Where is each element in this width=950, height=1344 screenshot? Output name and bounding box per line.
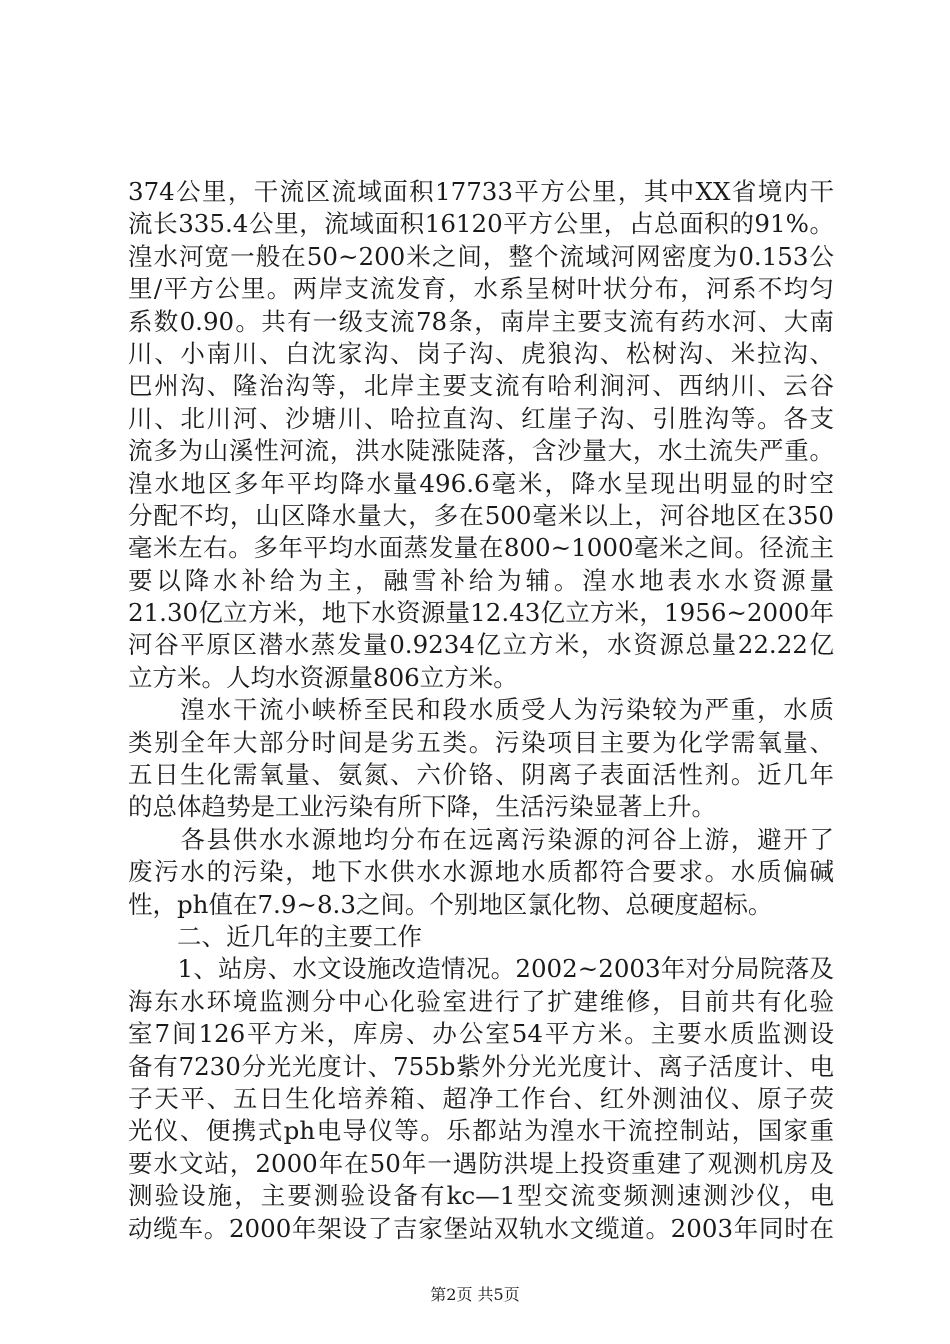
text-line: 要以降水补给为主，融雪补给为辅。湟水地表水水资源量 [128, 565, 834, 595]
text-line: 类别全年大部分时间是劣五类。污染项目主要为化学需氧量、 [128, 727, 834, 757]
text-line: 子天平、五日生化培养箱、超净工作台、红外测油仪、原子荧 [128, 1083, 834, 1113]
text-line: 分配不均，山区降水量大，多在500毫米以上，河谷地区在350 [128, 500, 834, 530]
text-line: 立方米。人均水资源量806立方米。 [128, 662, 518, 692]
text-line: 374公里，干流区流域面积17733平方公里，其中XX省境内干 [128, 177, 834, 206]
text-line: 废污水的污染，地下水供水水源地水质都符合要求。水质偏碱 [128, 857, 834, 887]
text-line: 1、站房、水文设施改造情况。2002~2003年对分局院落及 [128, 954, 834, 984]
text-line: 湟水河宽一般在50~200米之间，整个流域河网密度为0.153公 [128, 241, 834, 271]
text-line: 流多为山溪性河流，洪水陡涨陡落，含沙量大，水土流失严重。 [128, 436, 834, 466]
text-line: 的总体趋势是工业污染有所下降，生活污染显著上升。 [128, 792, 716, 822]
page-number-footer: 第2页 共5页 [430, 1285, 520, 1304]
text-line: 要水文站，2000年在50年一遇防洪堤上投资重建了观测机房及 [128, 1148, 834, 1178]
text-line: 21.30亿立方米，地下水资源量12.43亿立方米，1956~2000年 [128, 598, 834, 628]
document-body [128, 176, 834, 1245]
text-line: 巴州沟、隆治沟等，北岸主要支流有哈利涧河、西纳川、云谷 [128, 371, 834, 401]
text-line: 系数0.90。共有一级支流78条，南岸主要支流有药水河、大南 [128, 306, 834, 336]
text-line: 性，ph值在7.9~8.3之间。个别地区氯化物、总硬度超标。 [128, 889, 773, 919]
text-line: 五日生化需氧量、氨氮、六价铬、阴离子表面活性剂。近几年 [128, 760, 834, 790]
text-line: 备有7230分光光度计、755b紫外分光光度计、离子活度计、电 [128, 1051, 834, 1081]
text-line: 湟水地区多年平均降水量496.6毫米，降水呈现出明显的时空 [128, 468, 834, 498]
text-line: 动缆车。2000年架设了吉家堡站双轨水文缆道。2003年同时在 [128, 1213, 834, 1243]
text-line: 河谷平原区潜水蒸发量0.9234亿立方米，水资源总量22.22亿 [128, 630, 834, 660]
text-line: 毫米左右。多年平均水面蒸发量在800~1000毫米之间。径流主 [128, 533, 834, 563]
text-line: 川、北川河、沙塘川、哈拉直沟、红崖子沟、引胜沟等。各支 [128, 403, 834, 433]
text-line: 流长335.4公里，流域面积16120平方公里，占总面积的91%。 [128, 209, 834, 239]
text-line: 测验设施，主要测验设备有kc—1型交流变频测速测沙仪，电 [128, 1181, 834, 1211]
text-line: 湟水干流小峡桥至民和段水质受人为污染较为严重，水质 [128, 695, 834, 725]
text-line: 里/平方公里。两岸支流发育，水系呈树叶状分布，河系不均匀 [128, 274, 834, 304]
text-line: 室7间126平方米，库房、办公室54平方米。主要水质监测设 [128, 1019, 834, 1049]
text-line: 光仪、便携式ph电导仪等。乐都站为湟水干流控制站，国家重 [128, 1116, 834, 1146]
text-line: 各县供水水源地均分布在远离污染源的河谷上游，避开了 [128, 824, 834, 854]
text-line: 海东水环境监测分中心化验室进行了扩建维修，目前共有化验 [128, 986, 834, 1016]
section-heading: 二、近几年的主要工作 [128, 921, 422, 951]
text-line: 川、小南川、白沈家沟、岗子沟、虎狼沟、松树沟、米拉沟、 [128, 338, 834, 368]
